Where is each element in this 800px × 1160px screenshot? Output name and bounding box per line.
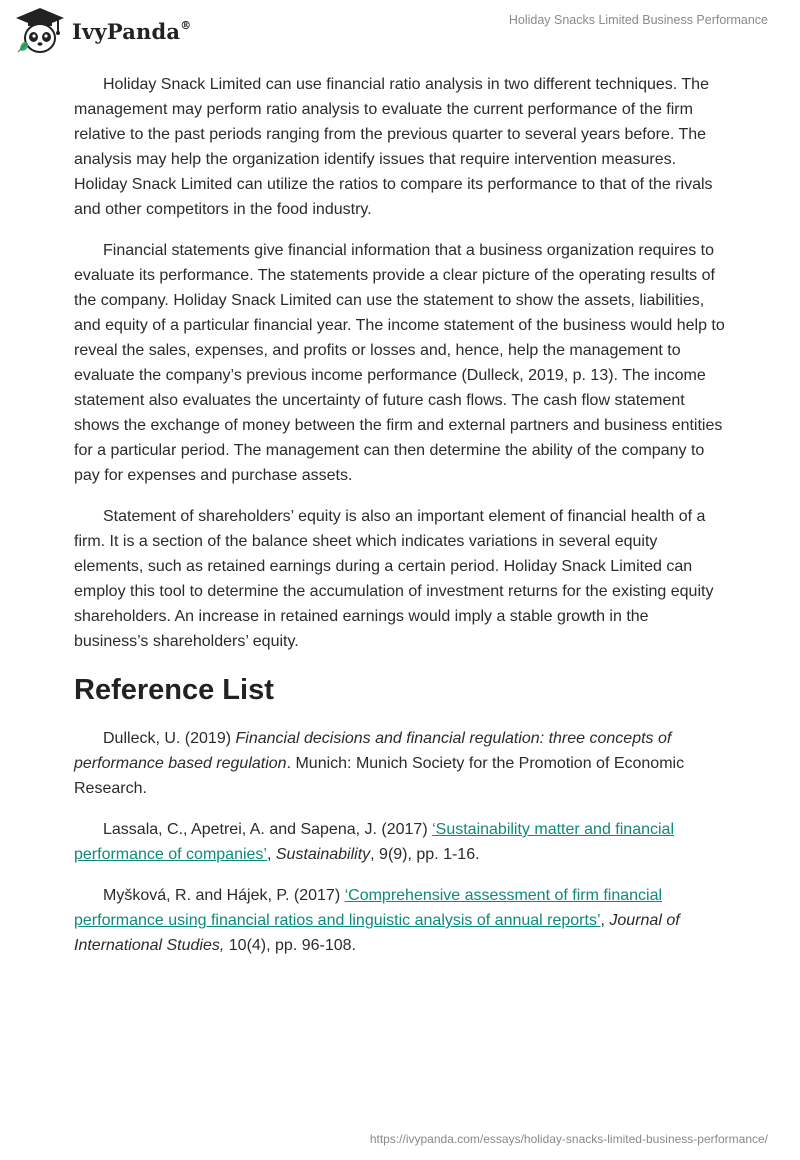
reference-journal: Journal of International Studies, [74,912,680,954]
reference-item [74,883,726,958]
panda-graduate-icon [14,6,66,56]
reference-details: . Munich: Munich Society for the Promotion of Economic Research. [74,755,685,797]
reference-authors: Lassala, C., Apetrei, A. and Sapena, J. (2017) [103,821,433,838]
source-url[interactable]: https://ivypanda.com/essays/holiday-snacks-limited-business-performance/ [369,1132,768,1146]
reference-link[interactable]: ‘Sustainability matter and financial performance of companies’ [74,821,674,863]
reference-journal: Sustainability [275,846,371,863]
reference-item [74,726,726,801]
essay-content [74,72,726,974]
page-header [0,0,800,70]
document-title: Holiday Snacks Limited Business Performance [508,13,768,27]
reference-details: 10(4), pp. 96-108. [224,937,356,954]
reference-authors: Myšková, R. and Hájek, P. (2017) [103,887,345,904]
reference-authors: Dulleck, U. (2019) [103,730,236,747]
ivypanda-logo[interactable] [14,6,191,56]
reference-details: , 9(9), pp. 1-16. [370,846,480,863]
reference-list-heading: Reference List [74,674,274,706]
body-paragraph: Statement of shareholders’ equity is also an important element of financial health of a firm. It is a section of the balance sheet which indicates variations in several equity elements, such as retained earnings during a certain period. Holiday Snack Limited can employ this tool to determine the accumulation of investment returns for the existing equity shareholders. An increase in retained earnings would imply a stable growth in the business’s shareholders’ equity. [74,508,714,650]
reference-separator: , [266,846,276,863]
reference-title: Financial decisions and financial regulation: three concepts of performance based regulation [74,730,672,772]
reference-item [74,817,726,867]
body-paragraph: Financial statements give financial information that a business organization requires to evaluate its performance. The statements provide a clear picture of the operating results of the company. Holiday Snack Limited can use the statement to show the assets, liabilities, and equity of a particular financial year. The income statement of the business would help to reveal the sales, expenses, and profits or losses and, hence, help the management to evaluate the company’s previous income performance (Dulleck, 2019, p. 13). The income statement also evaluates the uncertainty of future cash flows. The cash flow statement shows the exchange of money between the firm and external partners and business entities for a particular period. The management can then determine the ability of the company to pay for expenses and purchase assets. [74,242,725,484]
reference-separator: , [600,912,610,929]
brand-name: IvyPanda® [72,18,192,44]
body-paragraph: Holiday Snack Limited can use financial ratio analysis in two different techniques. The management may perform ratio analysis to evaluate the current performance of the firm relative to the past periods ranging from the previous quarter to several years before. The analysis may help the organization identify issues that require intervention measures. Holiday Snack Limited can utilize the ratios to compare its performance to that of the rivals and other competitors in the food industry. [74,76,713,218]
reference-link[interactable]: ‘Comprehensive assessment of firm financial performance using financial ratios and linguistic analysis of annual reports’ [74,887,663,929]
